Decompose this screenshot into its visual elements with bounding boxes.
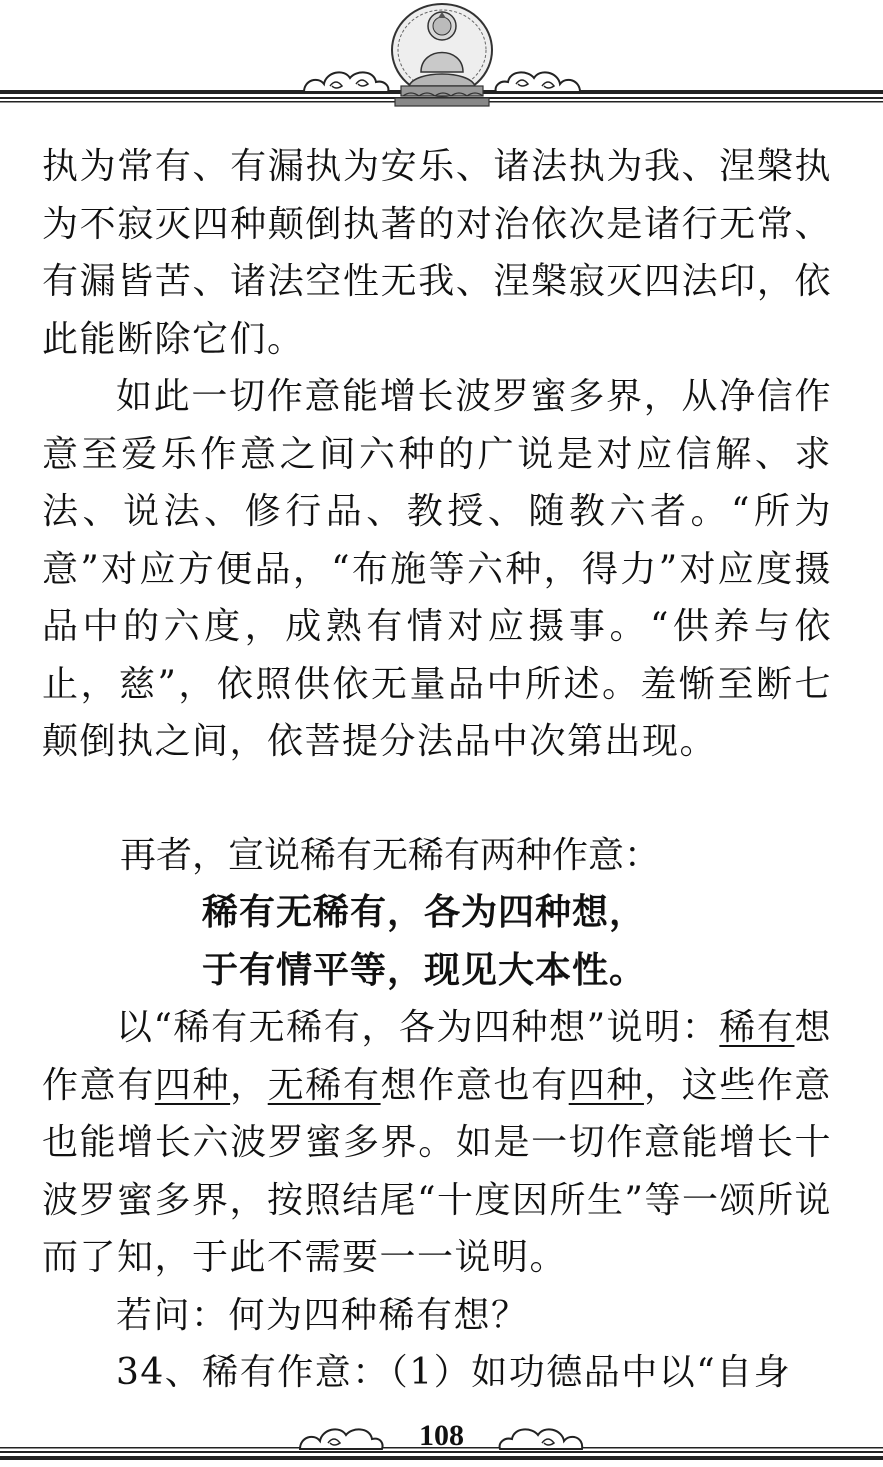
paragraph-3-text-3: ， <box>230 1064 268 1106</box>
section-gap <box>42 771 832 827</box>
paragraph-1: 执为常有、有漏执为安乐、诸法执为我、涅槃执为不寂灭四种颠倒执著的对治依次是诸行无常、有漏皆苦、诸法空性无我、涅槃寂灭四法印，依此能断除它们。 <box>42 146 832 360</box>
page-footer <box>0 1415 883 1467</box>
paragraph-3-text-1: 以“稀有无稀有，各为四种想”说明： <box>116 1007 720 1048</box>
cloud-ornament-right-icon <box>492 64 584 98</box>
page-header <box>0 0 883 110</box>
verse-intro: 再者，宣说稀有无稀有两种作意： <box>120 834 661 876</box>
paragraph-3 <box>42 999 832 1287</box>
underlined-term-rare: 稀有 <box>719 1007 795 1048</box>
paragraph-2: 如此一切作意能增长波罗蜜多界，从净信作意至爱乐作意之间六种的广说是对应信解、求法、说法、修行品、教授、随教六者。“所为意”对应方便品，“布施等六种，得力”对应度摄品中的六度，成熟有情对应摄事。“供养与依止，慈”，依照供依无量品中所述。羞惭至断七颠倒执之间，依菩提分法品中次第出现。 <box>42 376 832 762</box>
paragraph-3-text-5: ，这些作意也能增长六波罗蜜多界。如是一切作意能增长十波罗蜜多界，按照结尾“十度因所生”等一颂所说而了知，于此不需要一一说明。 <box>42 1064 832 1278</box>
verse-line-2: 于有情平等，现见大本性。 <box>202 949 647 991</box>
paragraph-3-text-4: 想作意也有 <box>380 1064 569 1106</box>
underlined-term-not-rare: 无稀有 <box>267 1064 381 1106</box>
cloud-ornament-left-icon <box>300 64 392 98</box>
page-number: 108 <box>419 1419 464 1452</box>
verse-line-1: 稀有无稀有，各为四种想， <box>202 892 647 933</box>
underlined-term-four-kinds-1: 四种 <box>154 1064 231 1106</box>
paragraph-3-text-2: 想作意有 <box>42 1007 832 1106</box>
page-body <box>42 138 832 1402</box>
underlined-term-four-kinds-2: 四种 <box>568 1064 644 1106</box>
paragraph-4: 若问：何为四种稀有想？ <box>116 1294 529 1336</box>
paragraph-5: 34、稀有作意：（1）如功德品中以“自身 <box>116 1352 792 1393</box>
buddha-figure-icon <box>385 2 499 108</box>
